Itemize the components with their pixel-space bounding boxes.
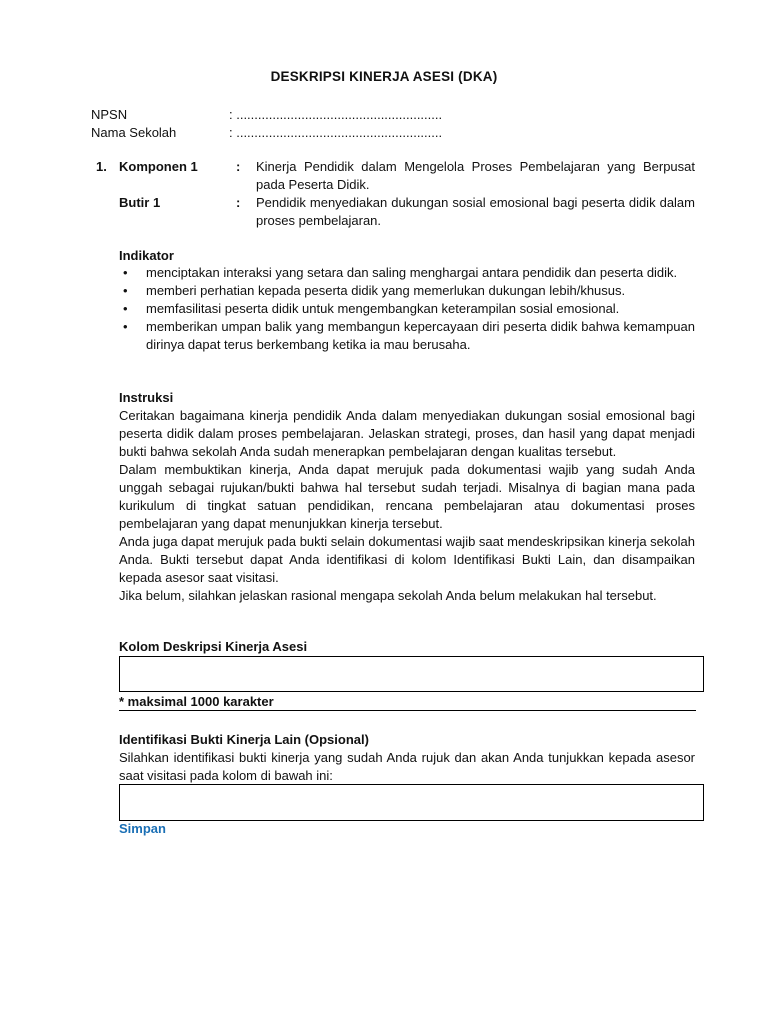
indikator-list	[119, 264, 695, 354]
section-number: 1.	[96, 159, 107, 174]
komponen-colon: :	[236, 159, 241, 174]
max-char-note: * maksimal 1000 karakter	[119, 694, 274, 709]
npsn-label: NPSN	[91, 107, 128, 122]
list-item: • menciptakan interaksi yang setara dan saling menghargai antara pendidik dan peserta didik.	[123, 265, 678, 280]
list-item: • memberikan umpan balik yang membangun kepercayaan diri peserta didik bahwa kemampuan dirinya dapat terus berkembang ketika ia mau berusaha.	[123, 319, 695, 352]
instruksi-paragraph: Dalam membuktikan kinerja, Anda dapat merujuk pada dokumentasi wajib yang sudah Anda unggah sebagai rujukan/bukti bahwa hal tersebut sudah terjadi. Misalnya di bagian mana pada kurikulum di tingkat satuan pendidikan, rencana pembelajaran atau dokumentasi proses pembelajaran yang dapat menunjukkan kinerja tersebut.	[119, 462, 695, 531]
npsn-value: : .........................................................	[229, 107, 443, 122]
bullet-icon: •	[123, 301, 128, 316]
identifikasi-heading: Identifikasi Bukti Kinerja Lain (Opsional)	[119, 732, 369, 747]
bullet-icon: •	[123, 319, 128, 334]
instruksi-paragraph: Ceritakan bagaimana kinerja pendidik Anda dalam menyediakan dukungan sosial emosional bagi peserta didik dalam proses pembelajaran. Jelaskan strategi, proses, dan hasil yang dapat menjadi bukti bahwa sekolah Anda sudah menerapkan pembelajaran dengan kualitas tersebut.	[119, 408, 695, 459]
meta-row-npsn	[91, 106, 442, 124]
kolom-heading: Kolom Deskripsi Kinerja Asesi	[119, 639, 308, 654]
deskripsi-kinerja-input[interactable]	[119, 656, 704, 692]
butir-value: Pendidik menyediakan dukungan sosial emosional bagi peserta didik dalam proses pembelajaran.	[256, 195, 695, 228]
divider	[119, 710, 696, 711]
nama-sekolah-value: : .........................................................	[229, 125, 443, 140]
list-item: • memberi perhatian kepada peserta didik yang memerlukan dukungan lebih/khusus.	[123, 283, 626, 298]
bullet-icon: •	[123, 283, 128, 298]
identifikasi-text: Silahkan identifikasi bukti kinerja yang sudah Anda rujuk dan akan Anda tunjukkan kepada asesor saat visitasi pada kolom di bawah ini:	[119, 750, 695, 783]
instruksi-paragraph: Anda juga dapat merujuk pada bukti selain dokumentasi wajib saat mendeskripsikan kinerja sekolah Anda. Bukti tersebut dapat Anda identifikasi di kolom Identifikasi Bukti Lain, dan disampaikan kepada asesor saat visitasi.	[119, 534, 695, 585]
meta-row-nama-sekolah	[91, 124, 442, 142]
bukti-lain-input[interactable]	[119, 784, 704, 821]
list-item: • memfasilitasi peserta didik untuk mengembangkan keterampilan sosial emosional.	[123, 301, 620, 316]
instruksi-body	[119, 407, 695, 605]
save-button[interactable]: Simpan	[119, 821, 166, 836]
instruksi-heading: Instruksi	[119, 390, 174, 405]
instruksi-paragraph: Jika belum, silahkan jelaskan rasional mengapa sekolah Anda belum melakukan hal tersebut.	[119, 588, 657, 603]
document-title: DESKRIPSI KINERJA ASESI (DKA)	[270, 69, 498, 84]
nama-sekolah-label: Nama Sekolah	[91, 125, 177, 140]
komponen-label: Komponen 1	[119, 159, 198, 174]
butir-label: Butir 1	[119, 195, 161, 210]
komponen-value: Kinerja Pendidik dalam Mengelola Proses Pembelajaran yang Berpusat pada Peserta Didik.	[256, 159, 695, 192]
butir-colon: :	[236, 195, 241, 210]
indikator-heading: Indikator	[119, 248, 174, 263]
bullet-icon: •	[123, 265, 128, 280]
